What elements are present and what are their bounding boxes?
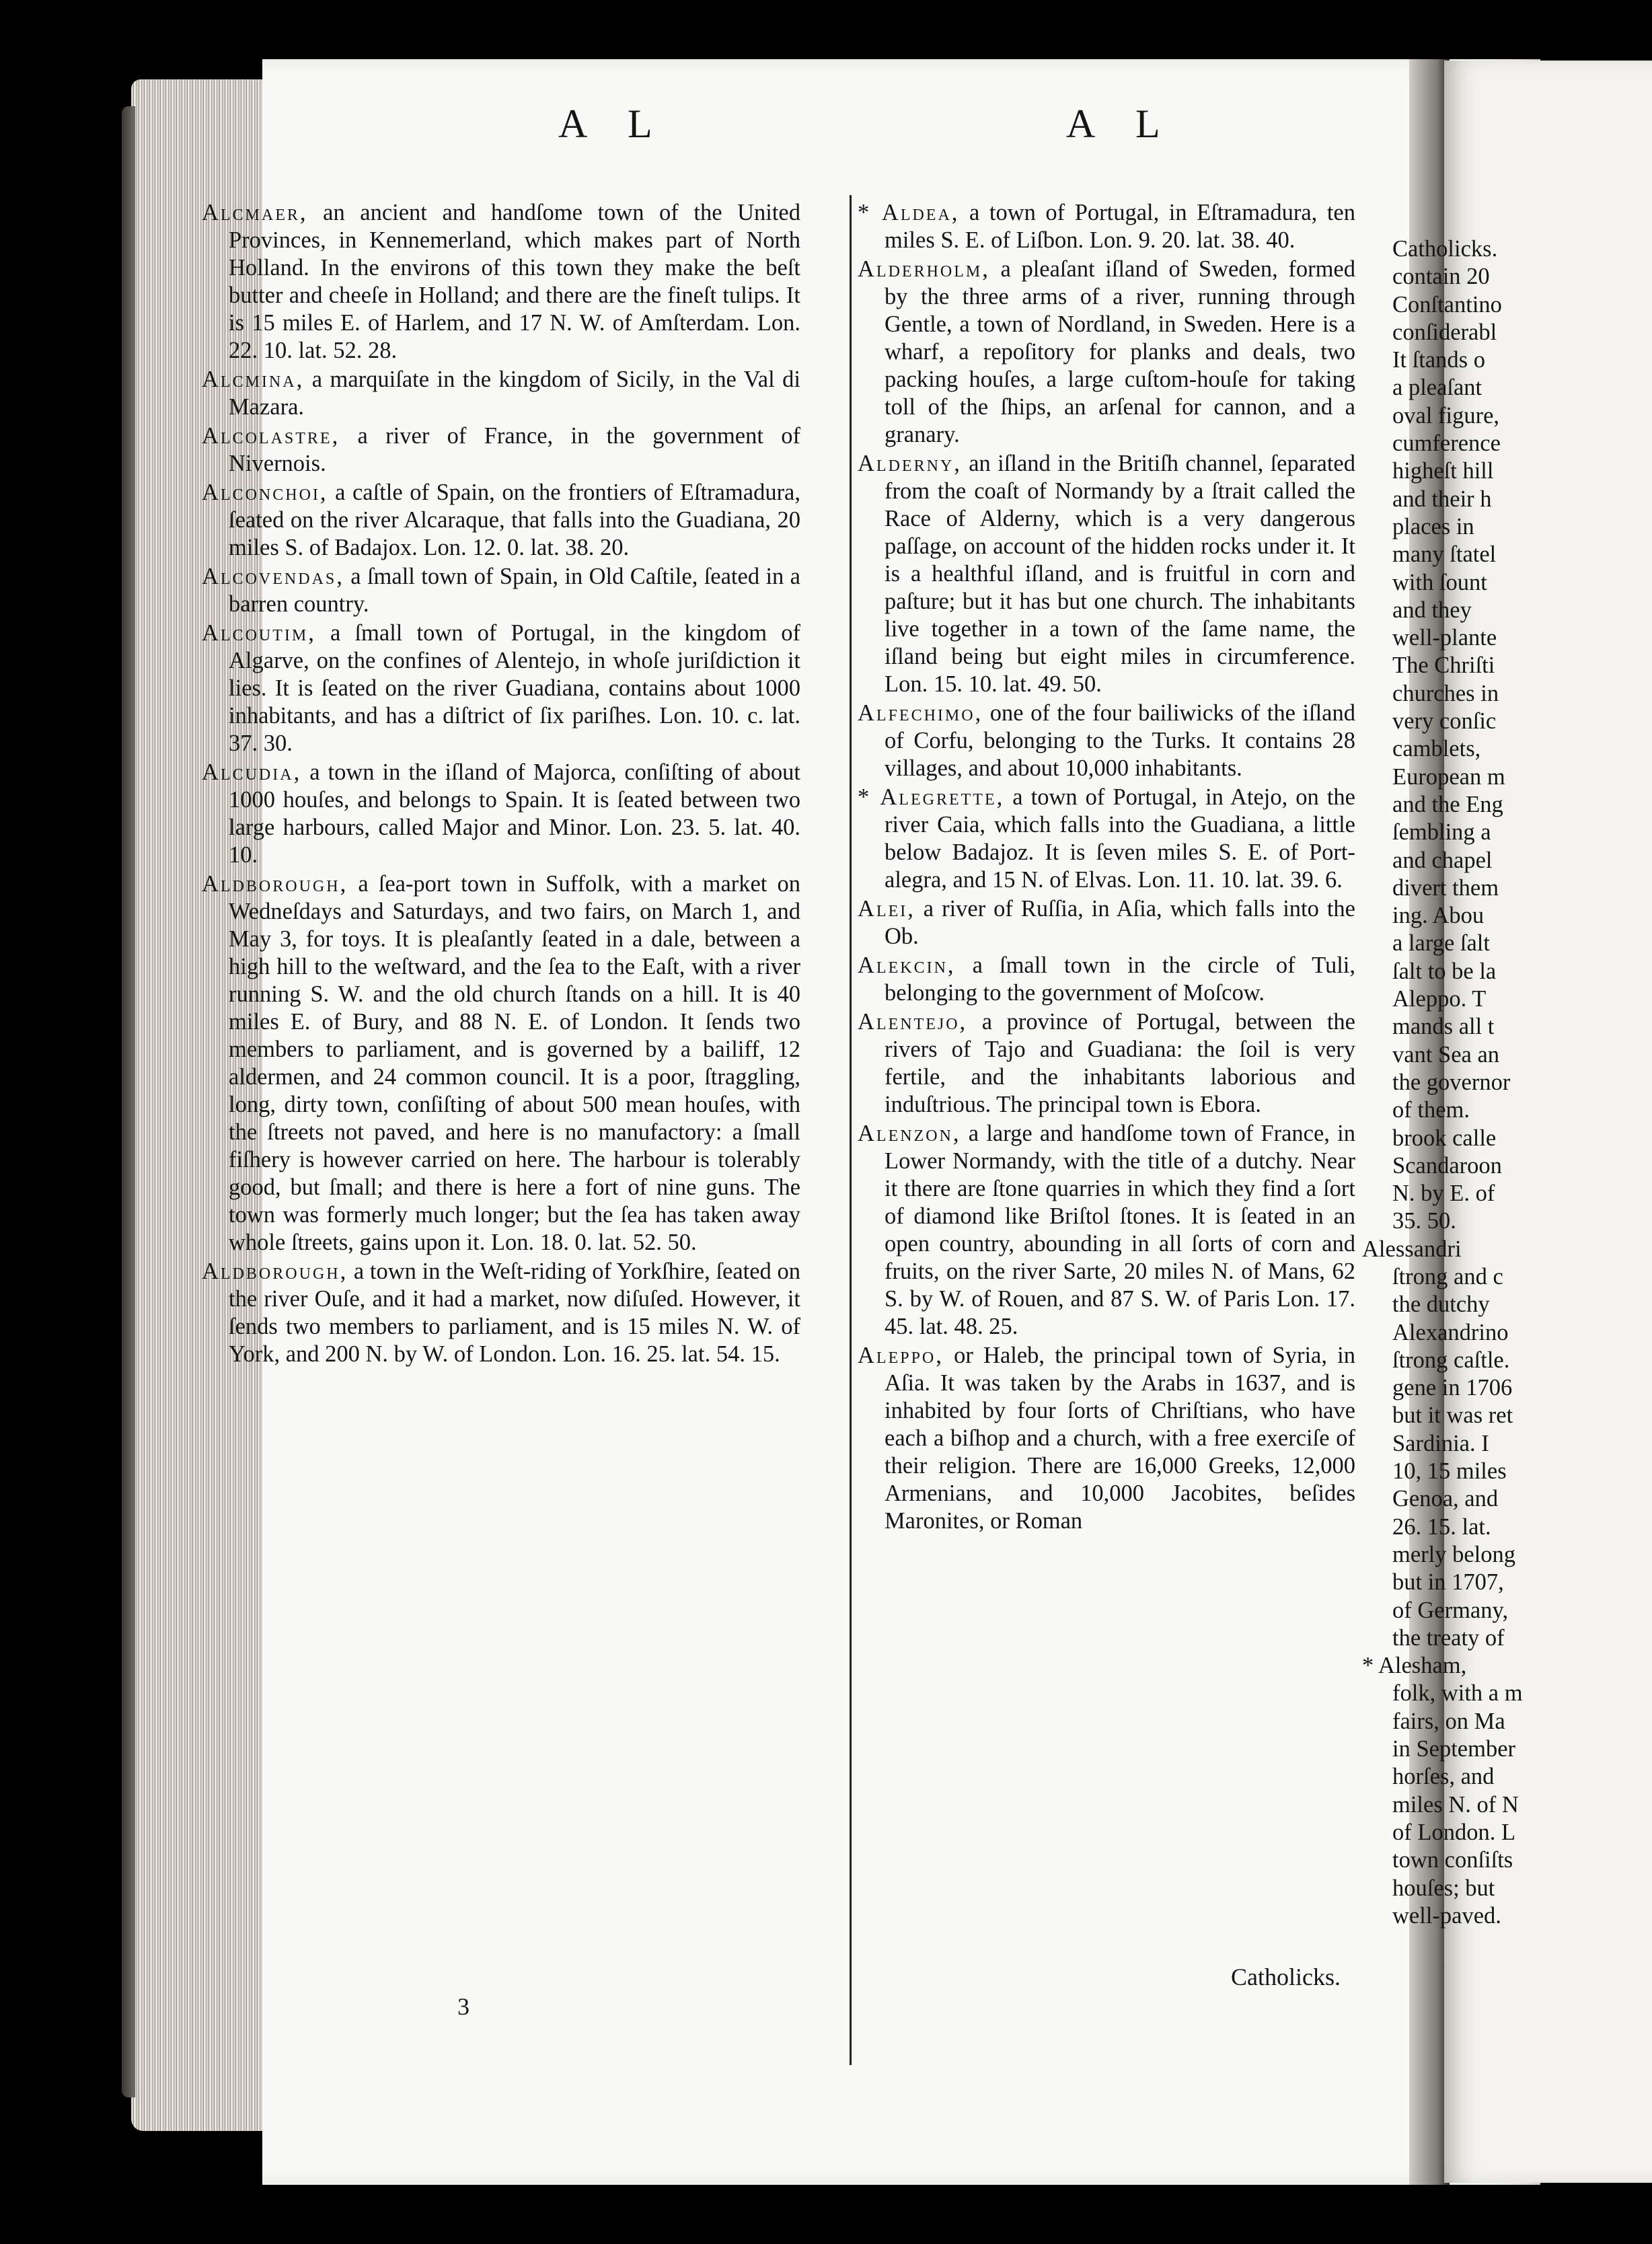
right-page-line: * Alesham, — [1362, 1653, 1467, 1679]
entry-text: a ſmall town in the circle of Tuli, belonging to the government of Moſcow. — [885, 952, 1355, 1006]
right-page-line: Catholicks. — [1392, 236, 1498, 262]
right-page-line: cumference — [1392, 431, 1501, 457]
entry-text: a marquiſate in the kingdom of Sicily, in the Val di Mazara. — [229, 367, 800, 420]
right-page-line: contain 20 — [1392, 264, 1490, 290]
entry-headword: Alcolastre, — [202, 423, 340, 449]
right-page-line: and their h — [1392, 486, 1492, 512]
dictionary-entry — [202, 620, 800, 757]
right-page-line: 10, 15 miles — [1392, 1458, 1507, 1485]
dictionary-entry — [858, 256, 1355, 449]
dictionary-entry — [202, 563, 800, 618]
entry-text: a town in the iſland of Majorca, conſiſting of about 1000 houſes, and belongs to Spain. It is ſeated between two large harbours, called Major and Minor. Lon. 23. 5. lat. 40. 10. — [229, 759, 800, 868]
entry-headword: Alei, — [858, 896, 915, 922]
column-left — [202, 199, 800, 1370]
dictionary-entry — [858, 700, 1355, 782]
right-page-line: fairs, on Ma — [1392, 1708, 1505, 1734]
column-rule — [850, 195, 852, 2065]
right-page-line: brook calle — [1392, 1125, 1497, 1151]
dictionary-entry — [202, 366, 800, 421]
dictionary-entry — [858, 784, 1355, 894]
entry-text: a river of France, in the government of Nivernois. — [229, 423, 800, 476]
entry-headword: Alcmaer, — [202, 200, 308, 225]
right-page-line: Genoa, and — [1392, 1486, 1499, 1512]
entry-headword: Alderholm, — [858, 256, 990, 282]
right-page-line: of London. L — [1392, 1819, 1516, 1845]
entry-text: a ſmall town of Spain, in Old Caſtile, ſeated in a barren country. — [229, 564, 800, 617]
right-page-line: Alessandri — [1362, 1236, 1462, 1262]
right-page-line: higheſt hill — [1392, 458, 1494, 484]
dictionary-entry — [202, 870, 800, 1257]
entry-text: a pleaſant iſland of Sweden, formed by the three arms of a river, running through Gentle, a town of Nordland, in Sweden. Here is a wharf, a repoſitory for planks and deals, two packing houſes, a large cuſtom-houſe for taking toll of the ſhips, an arſenal for cannon, and a granary. — [885, 256, 1355, 447]
right-page-line: many ſtatel — [1392, 541, 1497, 568]
right-page-line: but in 1707, — [1392, 1569, 1504, 1596]
right-page-line: oval figure, — [1392, 402, 1500, 428]
right-page-line: and chapel — [1392, 847, 1493, 873]
dictionary-entry — [202, 759, 800, 869]
right-page-line: Aleppo. T — [1392, 986, 1487, 1012]
right-page-line: in September — [1392, 1736, 1515, 1762]
dictionary-entry — [202, 1258, 800, 1368]
right-page-line: with ſount — [1392, 569, 1487, 595]
entry-text: a town in the Weſt-riding of Yorkſhire, ſeated on the river Ouſe, and it had a market, now diſuſed. However, it ſends two members to parliament, and is 15 miles N. W. of York, and 200 N. by W. of London. Lon. 16. 25. lat. 54. 15. — [229, 1259, 800, 1367]
dictionary-entry — [202, 199, 800, 365]
entry-text: a town of Portugal, in Eſtramadura, ten miles S. E. of Liſbon. Lon. 9. 20. lat. 38. 40. — [885, 200, 1355, 253]
entry-text: an iſland in the Britiſh channel, ſeparated from the coaſt of Normandy by a ſtrait called the Race of Alderny, which is a very dangerous paſſage, on account of the hidden rocks under it. It is a healthful iſland, and is fruitful in corn and paſture; but it has but one church. The inhabitants live together in a town of the ſame name, the iſland being but eight miles in circumference. Lon. 15. 10. lat. 49. 50. — [885, 451, 1355, 697]
right-page-line: 35. 50. — [1392, 1208, 1456, 1234]
right-page-line: 26. 15. lat. — [1392, 1513, 1491, 1540]
entry-headword: * Aldea, — [858, 200, 960, 225]
entry-text: a ſea-port town in Suffolk, with a market on Wedneſdays and Saturdays, and two fairs, on March 1, and May 3, for toys. It is pleaſantly ſeated in a dale, between a high hill to the weſtward, and the ſea to the Eaſt, with a river running S. W. and the old church ſtands on a hill. It is 40 miles E. of Bury, and 88 N. E. of London. It ſends two members to parliament, and is governed by a bailiff, 12 aldermen, and 24 common council. It is a poor, ſtraggling, long, dirty town, conſiſting of about 500 mean houſes, with the ſtreets not paved, and here is no manufactory: a ſmall fiſhery is however carried on here. The harbour is tolerably good, but ſmall; and there is here a fort of nine guns. The town was formerly much longer; but the ſea has taken away whole ſtreets, gains upon it. Lon. 18. 0. lat. 52. 50. — [229, 871, 800, 1255]
right-page-line: gene in 1706 — [1392, 1375, 1513, 1401]
right-page-line: a large ſalt — [1392, 930, 1490, 957]
right-page-line: N. by E. of — [1392, 1181, 1495, 1207]
dictionary-entry — [858, 450, 1355, 698]
entry-headword: Alenzon, — [858, 1121, 961, 1146]
right-page-line: and they — [1392, 597, 1472, 623]
header-left: A L — [558, 102, 669, 146]
catchword: Catholicks. — [1231, 1964, 1341, 1990]
dictionary-entry — [858, 952, 1355, 1007]
entry-text: a province of Portugal, between the rivers of Tajo and Guadiana: the ſoil is very fertile, and the inhabitants laborious and induſtrious. The principal town is Ebora. — [885, 1009, 1355, 1117]
right-page-line: of Germany, — [1392, 1597, 1509, 1623]
right-page-line: of them. — [1392, 1097, 1470, 1123]
right-page-line: mands all t — [1392, 1014, 1495, 1040]
entry-headword: Alentejo, — [858, 1009, 968, 1035]
right-page-line: houſes; but — [1392, 1875, 1495, 1901]
right-page-line: It ſtands o — [1392, 347, 1485, 373]
entry-headword: Alconchoi, — [202, 480, 328, 505]
right-page-line: the governor — [1392, 1069, 1511, 1095]
entry-headword: Alcudia, — [202, 759, 302, 785]
right-page-line: and the Eng — [1392, 791, 1503, 817]
header-right: A L — [1066, 102, 1176, 146]
right-page-line: miles N. of N — [1392, 1791, 1519, 1818]
right-page-line: European m — [1392, 763, 1505, 790]
entry-headword: Alfechimo, — [858, 700, 983, 726]
right-page-line: churches in — [1392, 680, 1499, 706]
right-page-line: the treaty of — [1392, 1624, 1505, 1651]
right-page-line: ſalt to be la — [1392, 958, 1497, 984]
right-page-line: Alexandrino — [1392, 1319, 1509, 1345]
dictionary-entry — [858, 1342, 1355, 1535]
entry-text: a large and handſome town of France, in Lower Normandy, with the title of a dutchy. Near it there are ſtone quarries in which they find a ſort of diamond like Briſtol ſtones. It is ſeated in an open country, abounding in all ſorts of corn and fruits, on the river Sarte, 20 miles N. of Mans, 62 S. by W. of Rouen, and 87 S. W. of Paris Lon. 17. 45. lat. 48. 25. — [885, 1121, 1355, 1339]
entry-text: an ancient and handſome town of the United Provinces, in Kennemerland, which makes part of North Holland. In the environs of this town they make the beſt butter and cheeſe in Holland; and there are the fineſt tulips. It is 15 miles E. of Harlem, and 17 N. W. of Amſterdam. Lon. 22. 10. lat. 52. 28. — [229, 200, 800, 363]
dictionary-entry — [858, 895, 1355, 950]
dictionary-entry — [858, 1008, 1355, 1119]
right-page-line: vant Sea an — [1392, 1041, 1500, 1068]
entry-headword: Aleppo, — [858, 1343, 944, 1368]
right-page-text — [1362, 235, 1652, 1930]
right-page-line: the dutchy — [1392, 1292, 1490, 1318]
entry-headword: Alcoutim, — [202, 620, 316, 646]
right-page-line: horſes, and — [1392, 1764, 1495, 1790]
entry-text: a caſtle of Spain, on the frontiers of Eſtramadura, ſeated on the river Alcaraque, that falls into the Guadiana, 20 miles S. of Badajox. Lon. 12. 0. lat. 38. 20. — [229, 480, 800, 560]
dictionary-entry — [202, 479, 800, 562]
entry-headword: Alekcin, — [858, 952, 956, 978]
right-page-line: well-paved. — [1392, 1902, 1501, 1929]
right-page-line: a pleaſant — [1392, 375, 1482, 401]
dictionary-entry — [202, 422, 800, 478]
dictionary-entry — [858, 1120, 1355, 1341]
right-page-line: town conſiſts — [1392, 1847, 1513, 1873]
right-page-line: Scandaroon — [1392, 1152, 1502, 1179]
right-page-line: but it was ret — [1392, 1402, 1513, 1429]
right-page-line: places in — [1392, 513, 1474, 539]
entry-headword: Aldborough, — [202, 871, 348, 897]
entry-text: one of the four bailiwicks of the iſland of Corfu, belonging to the Turks. It contains 28 villages, and about 10,000 inhabitants. — [885, 700, 1355, 781]
right-page-line: well-plante — [1392, 625, 1497, 651]
entry-text: a ſmall town of Portugal, in the kingdom of Algarve, on the confines of Alentejo, in whoſe juriſdiction it lies. It is ſeated on the river Guadiana, contains about 1000 inhabitants, and has a diſtrict of ſix pariſhes. Lon. 10. c. lat. 37. 30. — [229, 620, 800, 756]
entry-headword: Alcmina, — [202, 367, 305, 392]
entry-text: or Haleb, the principal town of Syria, in Aſia. It was taken by the Arabs in 1637, and is inhabited by four ſorts of Chriſtians, who have each a biſhop and a church, with a free exerciſe of their religion. There are 16,000 Greeks, 12,000 Armenians, and 10,000 Jacobites, beſides Maronites, or Roman — [885, 1343, 1355, 1534]
right-page-line: divert them — [1392, 874, 1499, 901]
right-page-line: conſiderabl — [1392, 319, 1497, 345]
entry-headword: * Alegrette, — [858, 784, 1005, 810]
right-page-line: very conſic — [1392, 708, 1497, 735]
right-page-line: ing. Abou — [1392, 903, 1485, 929]
entry-text: a town of Portugal, in Atejo, on the river Caia, which falls into the Guadiana, a little below Badajoz. It is ſeven miles S. E. of Port-alegra, and 15 N. of Elvas. Lon. 11. 10. lat. 39. 6. — [885, 784, 1355, 893]
right-page-line: folk, with a m — [1392, 1680, 1523, 1707]
right-page-line: Conſtantino — [1392, 291, 1502, 317]
right-page-line: ſtrong and c — [1392, 1263, 1503, 1289]
entry-headword: Alcovendas, — [202, 564, 344, 589]
entry-text: a river of Ruſſia, in Aſia, which falls into the Ob. — [885, 896, 1355, 949]
entry-headword: Aldborough, — [202, 1259, 348, 1284]
right-page-line: The Chriſti — [1392, 652, 1495, 679]
right-page-line: ſtrong caſtle. — [1392, 1347, 1510, 1373]
right-page-line: camblets, — [1392, 736, 1481, 762]
entry-headword: Alderny, — [858, 451, 962, 476]
right-page-line: ſembling a — [1392, 819, 1491, 846]
right-page-line: merly belong — [1392, 1541, 1515, 1567]
signature-mark: 3 — [457, 1993, 470, 2020]
right-page-line: Sardinia. I — [1392, 1430, 1489, 1456]
dictionary-entry — [858, 199, 1355, 254]
column-right — [858, 199, 1355, 1536]
